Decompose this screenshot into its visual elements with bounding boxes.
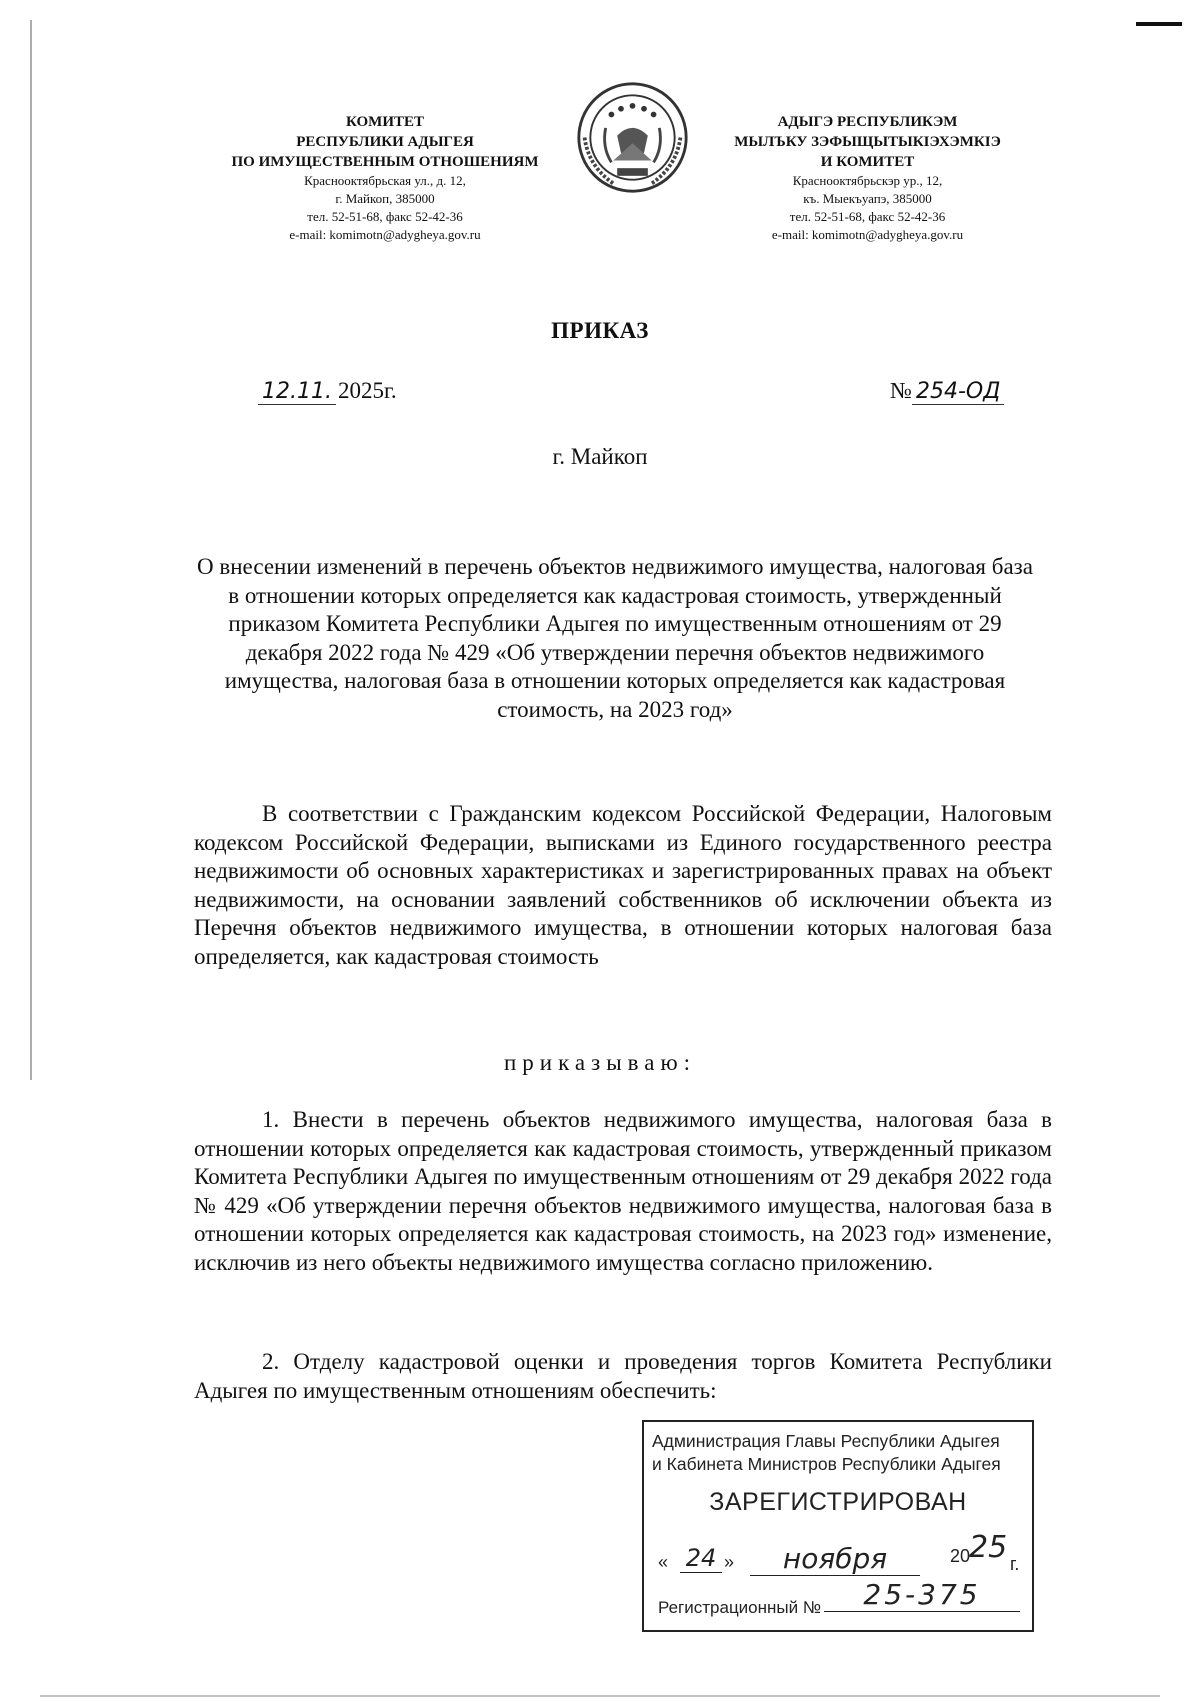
scan-artifact-line [30, 20, 32, 1080]
stamp-org-name [652, 1430, 1001, 1476]
city-line: г. Майкоп [552, 444, 648, 469]
orders-word: приказываю: [503, 1050, 697, 1075]
document-date [258, 378, 397, 404]
stamp-reg-label: Регистрационный № [658, 1598, 822, 1617]
org-name-line: РЕСПУБЛИКИ АДЫГЕЯ [296, 134, 474, 150]
document-number [890, 378, 1004, 404]
org-name-line: ПО ИМУЩЕСТВЕННЫМ ОТНОШЕНИЯМ [231, 154, 539, 170]
address-line: г. Майкоп, 385000 [335, 191, 435, 206]
org-name-line: КОМИТЕТ [345, 114, 424, 130]
phone-line: тел. 52-51-68, факс 52-42-36 [789, 209, 946, 224]
stamp-year-suffix: г. [1010, 1554, 1020, 1574]
stamp-reg-number: 25-375 [824, 1578, 1020, 1612]
header-right-block [700, 112, 1035, 244]
stamp-org-line: и Кабинета Министров Республики Адыгея [652, 1454, 1001, 1474]
stamp-org-line: Администрация Главы Республики Адыгея [652, 1431, 1000, 1451]
scan-artifact-mark [1136, 22, 1182, 26]
order-subject: О внесении изменений в перечень объектов недвижимого имущества, налоговая база в отношении которых определяется как кадастровая стоимость, утвержденный приказом Комитета Республики Адыгея по имущественным отношениям от 29 декабря 2022 года № 429 «Об утверждении перечня объектов недвижимого имущества, налоговая база в отношении которых определяется как кадастровая стоимость, на 2023 год» [197, 554, 1033, 722]
quote-close: » [724, 1552, 735, 1572]
quote-open: « [658, 1552, 669, 1572]
stamp-year-prefix: 20 [950, 1546, 971, 1566]
org-name-line: И КОМИТЕТ [820, 154, 915, 170]
email-line: e-mail: komimotn@adygheya.gov.ru [289, 227, 481, 242]
org-name-line: АДЫГЭ РЕСПУБЛИКЭМ [777, 114, 958, 130]
item-1-paragraph: 1. Внести в перечень объектов недвижимого имущества, налоговая база в отношении которых определяется как кадастровая стоимость, утвержденный приказом Комитета Республики Адыгея по имущественным отношениям от 29 декабря 2022 года № 429 «Об утверждении перечня объектов недвижимого имущества, налоговая база в отношении которых определяется как кадастровая стоимость, на 2023 год» изменение, исключив из него объекты недвижимого имущества согласно приложению. [194, 1107, 1052, 1275]
scan-artifact-line [40, 1695, 1160, 1697]
header-left-block [185, 112, 585, 244]
printed-year: 2025г. [337, 378, 397, 403]
handwritten-date: 12.11. [258, 379, 336, 405]
item-2-paragraph: 2. Отделу кадастровой оценки и проведения торгов Комитета Республики Адыгея по имущественным отношениям обеспечить: [194, 1349, 1052, 1403]
phone-line: тел. 52-51-68, факс 52-42-36 [307, 209, 463, 224]
stamp-month: ноября [750, 1542, 920, 1576]
address-line: Краснооктябрьскэр ур., 12, [792, 173, 943, 188]
stamp-date-line [658, 1530, 1028, 1578]
document-type-title: ПРИКАЗ [551, 318, 649, 343]
stamp-status: ЗАРЕГИСТРИРОВАН [709, 1488, 967, 1516]
preamble-paragraph: В соответствии с Гражданским кодексом Российской Федерации, Налоговым кодексом Российской Федерации, выписками из Единого государственного реестра недвижимости об основных характеристиках и зарегистрированных правах на объект недвижимости, на основании заявлений собственников об исключении объекта из Перечня объектов недвижимого имущества, в отношении которых налоговая база определяется, как кадастровая стоимость [194, 801, 1052, 969]
handwritten-number: 254-ОД [912, 379, 1004, 405]
address-line: къ. Мыекъуапэ, 385000 [803, 191, 932, 206]
stamp-day: 24 [680, 1544, 722, 1573]
registration-stamp [642, 1420, 1034, 1632]
coat-of-arms-icon [575, 80, 690, 195]
email-line: e-mail: komimotn@adygheya.gov.ru [771, 227, 964, 242]
number-sign: № [890, 378, 912, 403]
address-line: Краснооктябрьская ул., д. 12, [304, 173, 466, 188]
org-name-line: МЫЛЪКУ ЗЭФЫЩЫТЫКІЭХЭМКІЭ [734, 134, 1001, 150]
stamp-year-handwritten: 25 [969, 1530, 1008, 1565]
